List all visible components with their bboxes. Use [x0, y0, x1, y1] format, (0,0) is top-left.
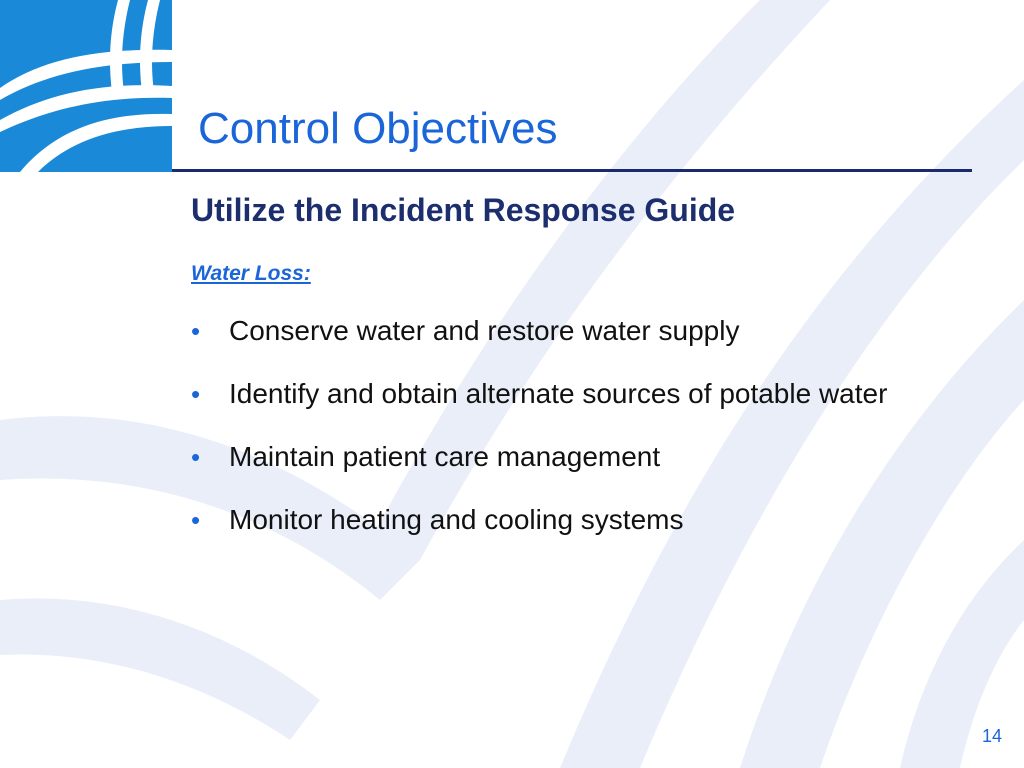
- title-divider: [172, 169, 972, 172]
- logo-icon: [0, 0, 172, 172]
- bullet-item: [191, 503, 961, 537]
- bullet-icon: •: [191, 316, 201, 346]
- bullet-text: Maintain patient care management: [229, 441, 661, 472]
- bullet-item: [191, 314, 961, 348]
- bullet-icon: •: [191, 505, 201, 535]
- bullet-list: [191, 314, 961, 566]
- bullet-text: Conserve water and restore water supply: [229, 315, 740, 346]
- bullet-item: [191, 377, 961, 411]
- bullet-text: Monitor heating and cooling systems: [229, 504, 684, 535]
- slide-subtitle: Utilize the Incident Response Guide: [191, 192, 736, 228]
- page-number: 14: [981, 726, 1002, 746]
- bullet-text: Identify and obtain alternate sources of potable water: [229, 378, 888, 409]
- bullet-item: [191, 440, 961, 474]
- bullet-icon: •: [191, 379, 201, 409]
- section-label-water-loss: Water Loss:: [191, 262, 311, 285]
- slide-title: Control Objectives: [198, 104, 558, 153]
- bullet-icon: •: [191, 442, 201, 472]
